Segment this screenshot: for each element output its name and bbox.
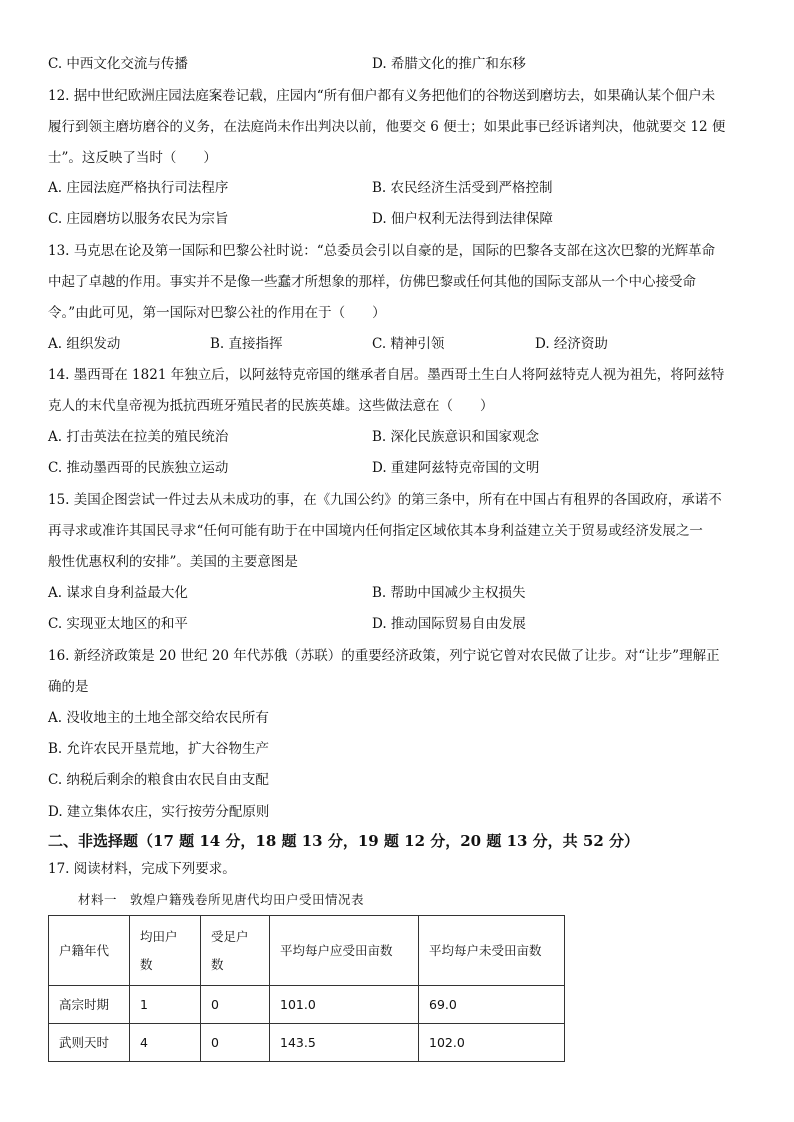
q15-option-d: D. 推动国际贸易自由发展	[372, 616, 526, 632]
q15-option-a: A. 谋求自身利益最大化	[48, 585, 188, 601]
cell-avg-due: 101.0	[270, 986, 419, 1024]
cell-avg-lacking: 69.0	[419, 986, 565, 1024]
header-sufficient: 受足户 数	[201, 916, 270, 986]
q14-option-b: B. 深化民族意识和国家观念	[372, 429, 540, 445]
header-avg-lacking: 平均每户未受田亩数	[419, 916, 565, 986]
q14-option-a: A. 打击英法在拉美的殖民统治	[48, 429, 229, 445]
q13-option-c: C. 精神引领	[372, 336, 445, 352]
cell-avg-due: 143.5	[270, 1024, 419, 1062]
q15-option-c: C. 实现亚太地区的和平	[48, 616, 188, 632]
q12-option-a: A. 庄园法庭严格执行司法程序	[48, 180, 229, 196]
q13-stem-line-2: 中起了卓越的作用。事实并不是像一些蠢才所想象的那样，仿佛巴黎或任何其他的国际支部从一个中心接受命	[48, 274, 696, 290]
q14-stem-line-1: 14. 墨西哥在 1821 年独立后，以阿兹特克帝国的继承者自居。墨西哥土生白人将阿兹特克人视为祖先，将阿兹特	[48, 367, 725, 383]
q12-stem-line-3: 士”。这反映了当时（ ）	[48, 150, 217, 166]
cell-households: 1	[130, 986, 201, 1024]
q11-option-row	[48, 54, 768, 74]
q11-option-c: C. 中西文化交流与传播	[48, 56, 188, 72]
q14-option-row-1	[48, 427, 768, 447]
q16-option-c: C. 纳税后剩余的粮食由农民自由支配	[48, 772, 269, 788]
section-title: 二、非选择题（17 题 14 分，18 题 13 分，19 题 12 分，20 题 13 分，共 52 分）	[48, 832, 639, 850]
q13-stem-line-1: 13. 马克思在论及第一国际和巴黎公社时说：“总委员会引以自豪的是，国际的巴黎各支部在这次巴黎的光辉革命	[48, 243, 716, 259]
q12-option-b: B. 农民经济生活受到严格控制	[372, 180, 553, 196]
q12-option-d: D. 佃户权利无法得到法律保障	[372, 211, 553, 227]
header-era: 户籍年代	[49, 916, 130, 986]
q12-option-c: C. 庄园磨坊以服务农民为宗旨	[48, 211, 229, 227]
table-row	[49, 1024, 565, 1062]
q15-option-b: B. 帮助中国减少主权损失	[372, 585, 526, 601]
q15-option-row-2	[48, 614, 768, 634]
q13-stem-line-3: 令。”由此可见，第一国际对巴黎公社的作用在于（ ）	[48, 305, 386, 321]
q15-option-row-1	[48, 583, 768, 603]
table-header-row	[49, 916, 565, 986]
q15-stem-line-2: 再寻求或准许其国民寻求“任何可能有助于在中国境内任何指定区域依其本身利益建立关于贸易或经济发展之一	[48, 523, 703, 539]
q16-option-d: D. 建立集体农庄，实行按劳分配原则	[48, 804, 270, 820]
land-allocation-table	[48, 915, 565, 1062]
q16-option-a: A. 没收地主的土地全部交给农民所有	[48, 710, 269, 726]
cell-households: 4	[130, 1024, 201, 1062]
cell-sufficient: 0	[201, 1024, 270, 1062]
q14-stem-line-2: 克人的末代皇帝视为抵抗西班牙殖民者的民族英雄。这些做法意在（ ）	[48, 398, 494, 414]
q14-option-d: D. 重建阿兹特克帝国的文明	[372, 460, 540, 476]
q17-stem: 17. 阅读材料，完成下列要求。	[48, 861, 236, 877]
cell-era: 高宗时期	[49, 986, 130, 1024]
q12-stem-line-1: 12. 据中世纪欧洲庄园法庭案卷记载，庄园内“所有佃户都有义务把他们的谷物送到磨坊去，如果确认某个佃户未	[48, 88, 716, 104]
q11-option-d: D. 希腊文化的推广和东移	[372, 56, 526, 72]
cell-era: 武则天时	[49, 1024, 130, 1062]
q16-stem-line-2: 确的是	[48, 679, 89, 695]
q12-option-row-2	[48, 209, 768, 229]
table-row	[49, 986, 565, 1024]
q14-option-row-2	[48, 458, 768, 478]
q13-option-row	[48, 334, 768, 354]
q13-option-b: B. 直接指挥	[210, 336, 283, 352]
q12-stem-line-2: 履行到领主磨坊磨谷的义务，在法庭尚未作出判决以前，他要交 6 便士；如果此事已经诉诸判决，他就要交 12 便	[48, 119, 726, 135]
cell-sufficient: 0	[201, 986, 270, 1024]
q13-option-a: A. 组织发动	[48, 336, 121, 352]
q14-option-c: C. 推动墨西哥的民族独立运动	[48, 460, 229, 476]
q16-stem-line-1: 16. 新经济政策是 20 世纪 20 年代苏俄（苏联）的重要经济政策，列宁说它曾对农民做了让步。对“让步”理解正	[48, 648, 720, 664]
header-avg-due: 平均每户应受田亩数	[270, 916, 419, 986]
cell-avg-lacking: 102.0	[419, 1024, 565, 1062]
header-households: 均田户 数	[130, 916, 201, 986]
q16-option-b: B. 允许农民开垦荒地，扩大谷物生产	[48, 741, 270, 757]
q13-option-d: D. 经济资助	[535, 336, 608, 352]
table-caption: 材料一 敦煌户籍残卷所见唐代均田户受田情况表	[78, 892, 365, 907]
q15-stem-line-1: 15. 美国企图尝试一件过去从未成功的事，在《九国公约》的第三条中，所有在中国占有租界的各国政府，承诺不	[48, 492, 722, 508]
q15-stem-line-3: 般性优惠权利的安排”。美国的主要意图是	[48, 554, 298, 570]
q12-option-row-1	[48, 178, 768, 198]
